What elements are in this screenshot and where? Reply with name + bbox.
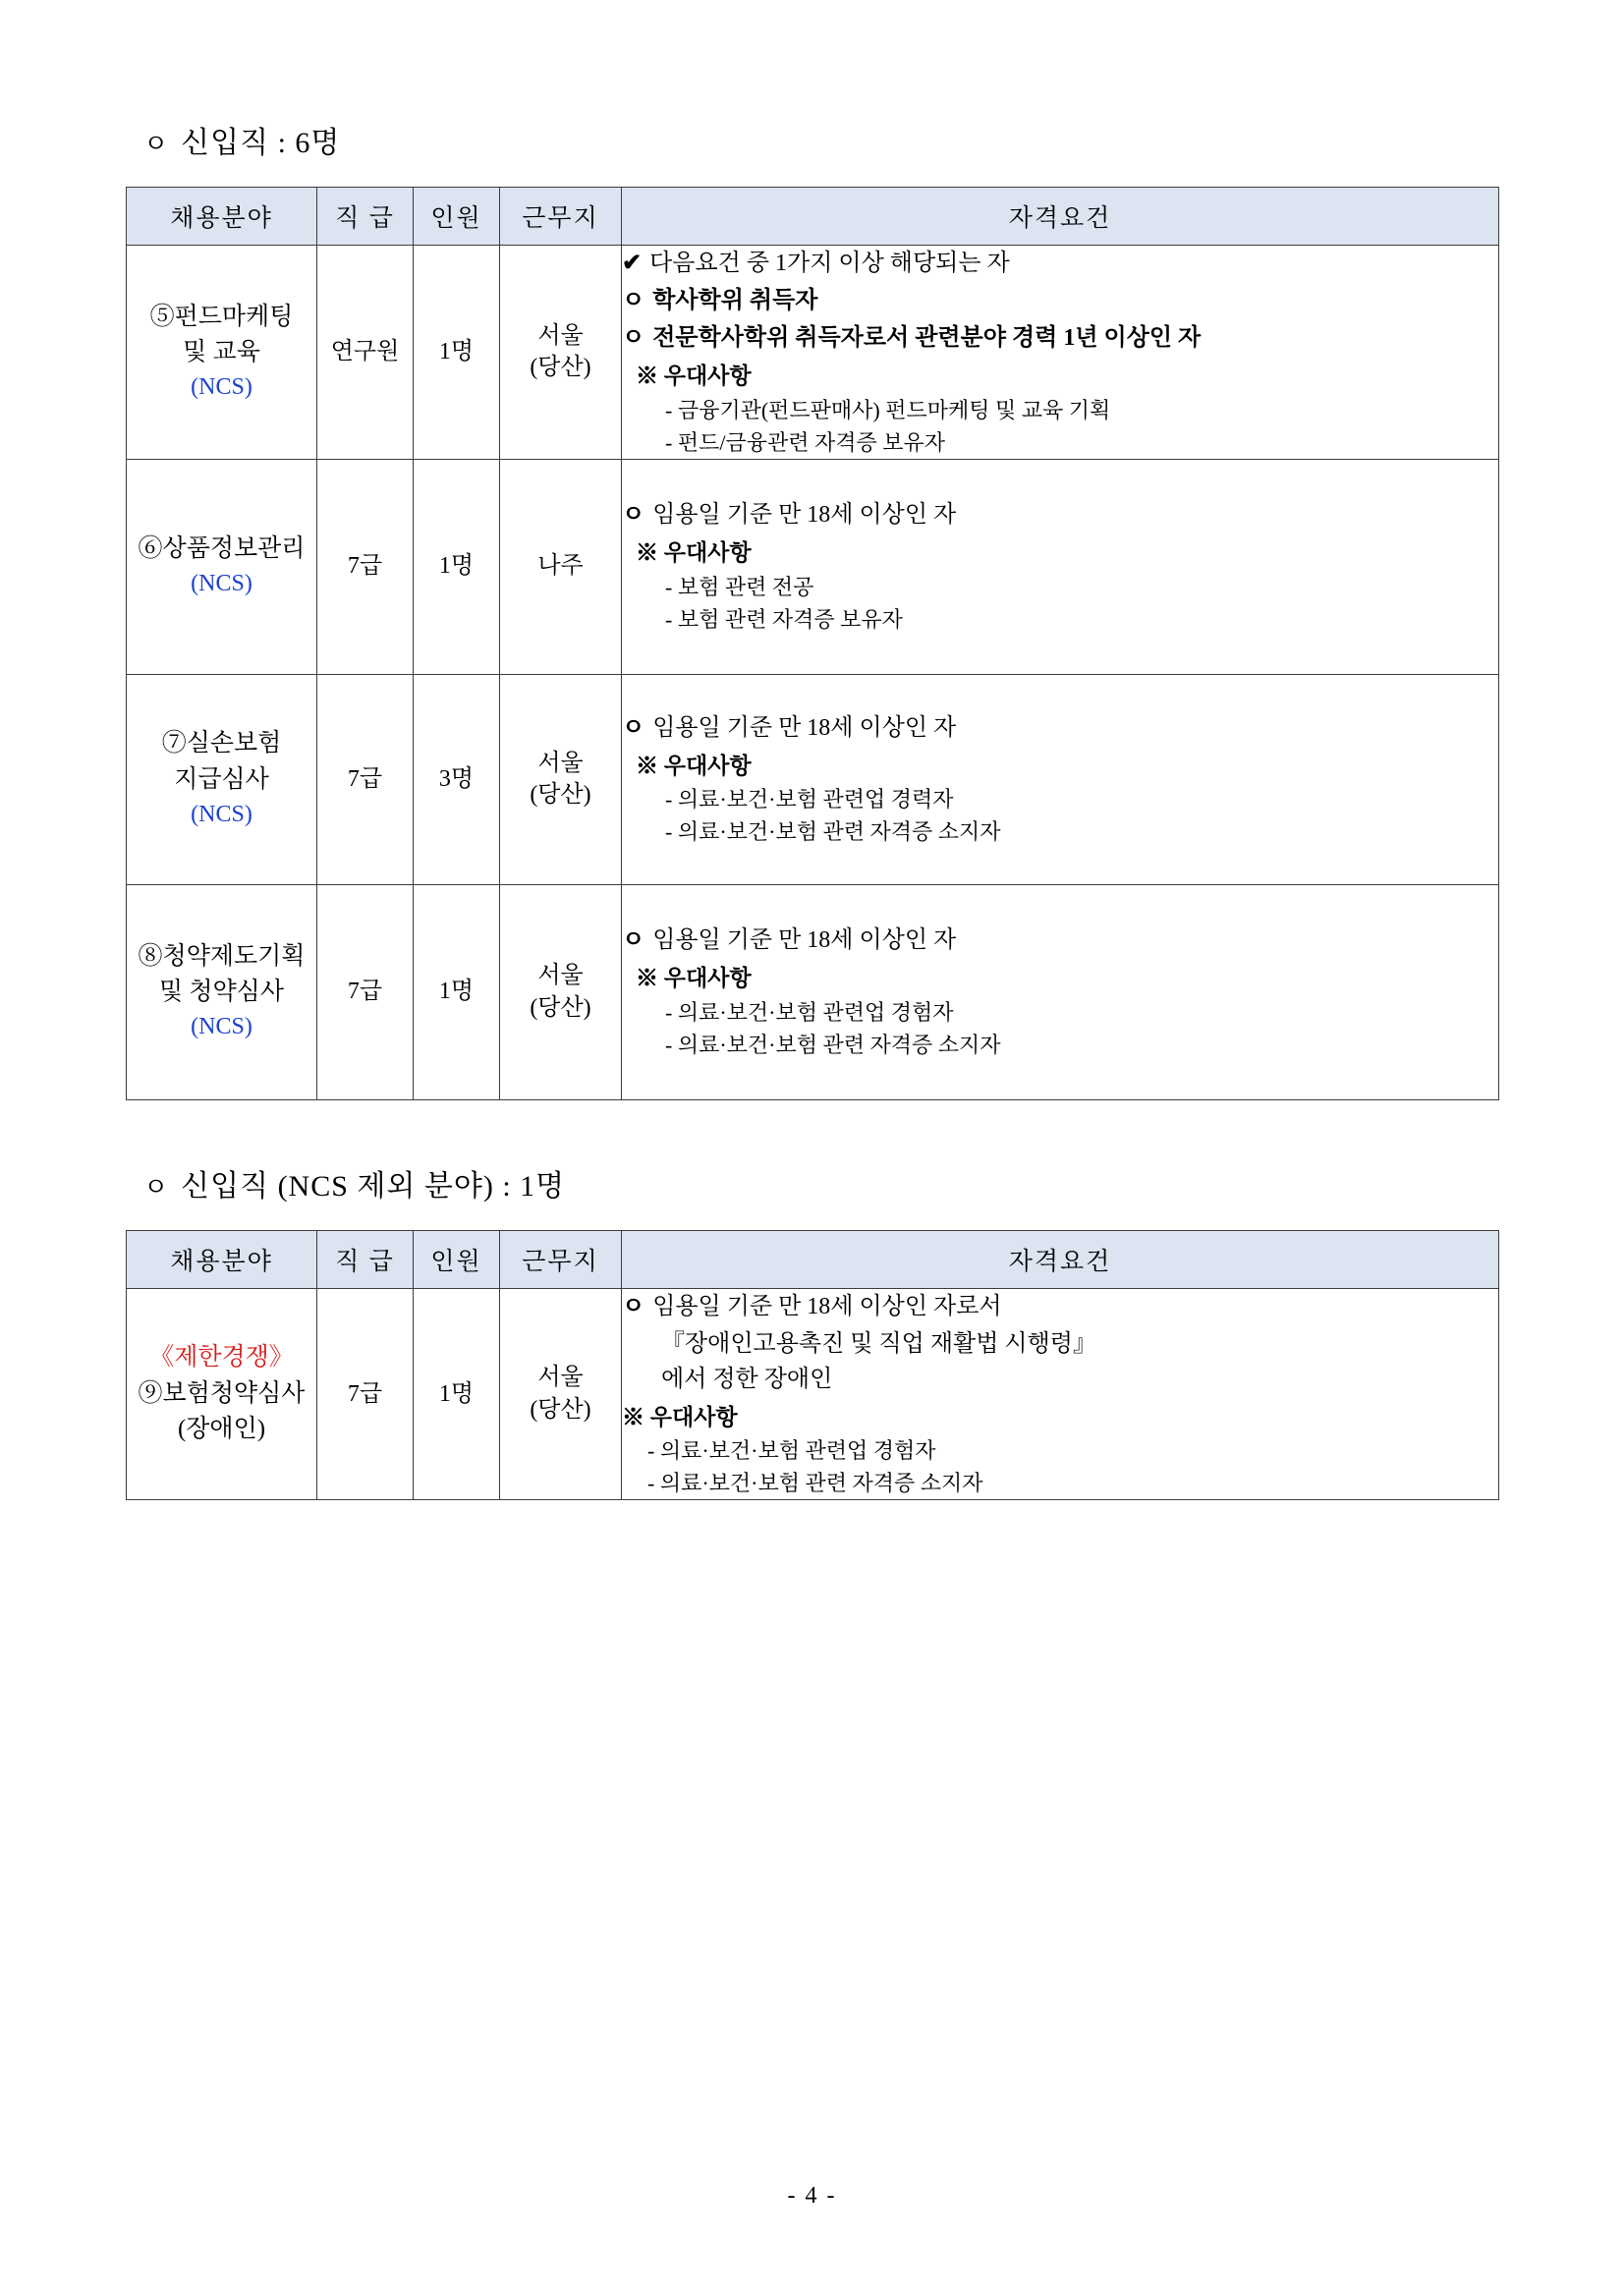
table-row — [127, 459, 1499, 674]
cell-requirements — [622, 459, 1499, 674]
cell-location — [500, 459, 622, 674]
col-grade: 직 급 — [317, 1230, 414, 1288]
req-text: 임용일 기준 만 18세 이상인 자 — [652, 927, 957, 954]
location-sub: (당산) — [530, 355, 591, 381]
circle-bullet-icon: ㅇ — [622, 288, 645, 313]
cell-count: 1명 — [414, 1288, 500, 1500]
col-grade: 직 급 — [317, 188, 414, 246]
cell-requirements — [622, 884, 1499, 1099]
section-heading-2-text: 신입직 (NCS 제외 분야) : 1명 — [181, 1169, 566, 1203]
cell-field — [127, 459, 317, 674]
preference-item: - 의료·보건·보험 관련 자격증 소지자 — [647, 1471, 983, 1495]
preference-item: - 의료·보건·보험 관련 자격증 소지자 — [665, 1032, 1001, 1057]
check-icon: ✔ — [622, 251, 643, 276]
req-text-strong: 관련분야 경력 1년 이상 — [915, 325, 1149, 351]
cell-count: 1명 — [414, 884, 500, 1099]
field-main: ⑥상품정보관리 — [138, 534, 306, 562]
cell-field — [127, 674, 317, 884]
req-text: 전문학사학위 취득자로서 — [652, 325, 916, 351]
circle-bullet-icon: ㅇ — [622, 927, 645, 954]
circle-bullet-icon: ㅇ — [622, 325, 645, 351]
table-row — [127, 1288, 1499, 1500]
bullet-icon: ㅇ — [143, 1172, 170, 1202]
preference-item: - 의료·보건·보험 관련 자격증 소지자 — [665, 819, 1001, 845]
col-count: 인원 — [414, 1230, 500, 1288]
cell-grade: 7급 — [317, 884, 414, 1099]
field-main: ⑦실손보험 — [161, 730, 282, 757]
cell-location — [500, 674, 622, 884]
preference-item: - 보험 관련 자격증 보유자 — [665, 606, 903, 632]
cell-count: 1명 — [414, 246, 500, 460]
field-sub: (장애인) — [177, 1415, 266, 1442]
cell-count: 3명 — [414, 674, 500, 884]
circle-bullet-icon: ㅇ — [622, 502, 645, 529]
circle-bullet-icon: ㅇ — [622, 1293, 645, 1319]
table-row — [127, 246, 1499, 460]
cell-requirements — [622, 674, 1499, 884]
location-main: 서울 — [537, 963, 584, 989]
req-text: 다음요건 중 1가지 이상 해당되는 자 — [649, 251, 1010, 276]
req-text-tail: 인 자 — [1148, 325, 1202, 351]
section-heading-2 — [143, 1161, 1498, 1204]
req-text: 임용일 기준 만 18세 이상인 자로서 — [652, 1293, 1002, 1319]
req-line — [622, 497, 1498, 532]
col-location: 근무지 — [500, 188, 622, 246]
section-heading-1-text: 신입직 : 6명 — [181, 127, 341, 159]
preference-item: - 의료·보건·보험 관련업 경험자 — [647, 1438, 936, 1463]
cell-location — [500, 1288, 622, 1500]
location-sub: (당산) — [530, 1396, 591, 1423]
location-main: 서울 — [537, 1365, 584, 1391]
col-count: 인원 — [414, 188, 500, 246]
req-line — [622, 320, 1498, 356]
cell-field — [127, 1288, 317, 1500]
table-row — [127, 674, 1499, 884]
cell-requirements — [622, 1288, 1499, 1500]
col-field: 채용분야 — [127, 1230, 317, 1288]
bullet-icon: ㅇ — [143, 130, 170, 158]
preference-title: ※ 우대사항 — [622, 1404, 738, 1429]
preference-item: - 보험 관련 전공 — [665, 574, 814, 599]
table-row — [127, 884, 1499, 1099]
cell-field — [127, 246, 317, 460]
location-main: 서울 — [537, 750, 584, 776]
preference-item: - 의료·보건·보험 관련업 경력자 — [665, 787, 954, 812]
recruitment-table-1 — [126, 187, 1499, 1100]
circle-bullet-icon: ㅇ — [622, 714, 645, 741]
location-sub: (당산) — [530, 782, 591, 808]
preference-item: - 펀드/금융관련 자격증 보유자 — [665, 429, 945, 455]
cell-location — [500, 884, 622, 1099]
table-header-row — [127, 188, 1499, 246]
cell-location — [500, 246, 622, 460]
req-line — [622, 710, 1498, 746]
preference-title: ※ 우대사항 — [636, 364, 752, 388]
req-text: 임용일 기준 만 18세 이상인 자 — [652, 502, 957, 529]
col-location: 근무지 — [500, 1230, 622, 1288]
location-main: 나주 — [537, 553, 584, 580]
preference-title: ※ 우대사항 — [636, 966, 752, 991]
field-main: ⑤펀드마케팅 — [149, 303, 294, 330]
field-tag: (NCS) — [191, 571, 252, 597]
cell-grade: 7급 — [317, 674, 414, 884]
field-main: ⑧청약제도기획 — [138, 942, 306, 970]
req-line — [622, 283, 1498, 318]
field-tag: (NCS) — [191, 1014, 252, 1040]
req-line — [622, 1289, 1498, 1324]
field-main: ⑨보험청약심사 — [138, 1379, 306, 1407]
col-field: 채용분야 — [127, 188, 317, 246]
req-text: 학사학위 취득자 — [652, 288, 818, 313]
req-line — [622, 246, 1498, 281]
field-sub: 지급심사 — [174, 765, 269, 793]
req-text: 임용일 기준 만 18세 이상인 자 — [652, 714, 957, 741]
location-sub: (당산) — [530, 994, 591, 1021]
col-requirements: 자격요건 — [622, 188, 1499, 246]
recruitment-table-2 — [126, 1230, 1499, 1501]
preference-item: - 의료·보건·보험 관련업 경험자 — [665, 999, 954, 1025]
preference-title: ※ 우대사항 — [636, 540, 752, 566]
cell-field — [127, 884, 317, 1099]
page-number: - 4 - — [787, 2183, 837, 2209]
field-limited-badge: 《제한경쟁》 — [149, 1344, 294, 1372]
preference-item: - 금융기관(펀드판매사) 펀드마케팅 및 교육 기획 — [665, 397, 1111, 422]
section-new-hire-non-ncs — [126, 1161, 1498, 1501]
req-line-continued: 에서 정한 장애인 — [661, 1366, 833, 1392]
table-header-row — [127, 1230, 1499, 1288]
field-tag: (NCS) — [191, 801, 252, 827]
section-heading-1 — [143, 118, 1498, 161]
req-line — [622, 923, 1498, 958]
req-line-continued: 『장애인고용촉진 및 직업 재활법 시행령』 — [661, 1330, 1096, 1357]
field-tag: (NCS) — [191, 374, 252, 401]
cell-grade: 연구원 — [317, 246, 414, 460]
cell-requirements — [622, 246, 1499, 460]
location-main: 서울 — [537, 322, 584, 349]
cell-grade: 7급 — [317, 459, 414, 674]
preference-title: ※ 우대사항 — [636, 753, 752, 778]
field-sub: 및 청약심사 — [158, 979, 284, 1006]
field-sub: 및 교육 — [183, 338, 260, 365]
cell-grade: 7급 — [317, 1288, 414, 1500]
cell-count: 1명 — [414, 459, 500, 674]
section-new-hire — [126, 118, 1498, 1100]
col-requirements: 자격요건 — [622, 1230, 1499, 1288]
section-spacer — [126, 1110, 1498, 1161]
